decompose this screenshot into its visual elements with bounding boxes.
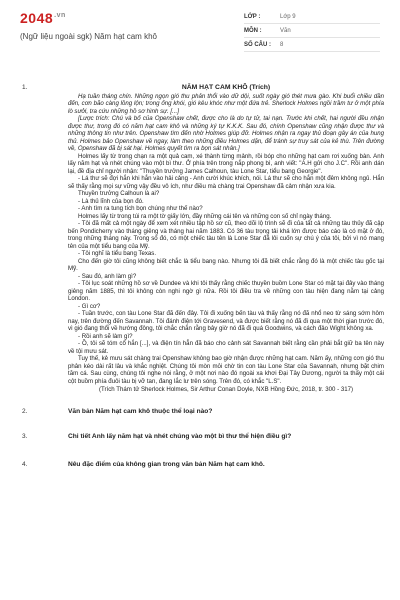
passage-paragraph: Holmes lấy từ trong chạn ra một quả cam, xé thành từng mảnh, rồi bóp cho những hạt cam rơi xuống bàn. Anh lấy năm hạt và nhét chúng vào một bì thư. Ở phía trên trong nắp phong bì, anh viết: "A.H gửi cho J.C". Rồi anh dán lại, đề địa chỉ người nhận: "Thuyền trưởng James Calhoun, tàu Lone Star, tiểu bang Georgie". xyxy=(68,152,384,175)
passage-paragraph: - Gì cơ? xyxy=(78,302,101,310)
meta-value: Lớp 9 xyxy=(280,13,296,20)
question-2 xyxy=(10,408,390,416)
passage-paragraph: - Sau đó, anh làm gì? xyxy=(78,272,137,280)
passage-paragraph: Tuy thế, kẻ mưu sát chàng trai Openshaw không bao giờ nhận được những hạt cam. Năm ấy, những cơn gió thu phân kéo dài rất lâu và khắc nghiệt. Chúng tôi mòn mỏi chờ tin con tàu Lone Star của Savannah, nhưng bặt chim tăm cá. Sau cùng, chúng tôi nghe nói rằng, ở một nơi nào đó ngoài xa khơi Đại Tây Dương, người ta thấy một cái cột buồm phía đuôi tàu bị vỡ tan, đang lắc lư trên sóng. Trên đó, có khắc "L.S". xyxy=(68,355,384,385)
question-text: Chi tiết Anh lấy năm hạt và nhét chúng vào một bì thư thể hiện điều gì? xyxy=(68,433,292,440)
question-text: Văn bản Năm hạt cam khô thuộc thể loại nào? xyxy=(68,407,213,415)
meta-key: MÔN : xyxy=(244,27,262,34)
meta-row-count xyxy=(244,38,380,52)
passage-paragraph: - Anh tìm ra tung tích bọn chúng như thế nào? xyxy=(78,205,203,212)
passage-paragraph: - Ồ, tôi sẽ tóm cổ hắn [...], và điện tín hẳn đã báo cho cảnh sát Savannah biết rằng cần phải bắt giữ ba tên này về tội mưu sát. xyxy=(68,340,384,355)
passage-paragraph: - Tuần trước, con tàu Lone Star đã đến đây. Tôi đi xuống bến tàu và thấy rằng nó đã nhổ neo từ sáng sớm hôm nay, trên đường đến Savannah. Tôi đánh điện tới Gravesend, và được biết rằng nó đã đi qua một thời gian trước đó, vì gió đang thổi về hướng đông, tôi chắc chắn rằng bây giờ nó đã đi quá Goodwins, và cách đảo Wight không xa. xyxy=(68,310,384,332)
meta-row-subject xyxy=(244,24,380,38)
question-text: Nêu đặc điểm của không gian trong văn bản Năm hạt cam khô. xyxy=(68,460,265,468)
meta-table xyxy=(244,10,380,52)
passage-paragraphs xyxy=(68,93,384,394)
passage-paragraph: - Tôi nghĩ là tiểu bang Texas. xyxy=(78,250,157,257)
meta-value: Văn xyxy=(280,27,291,34)
question-number: 1. xyxy=(22,84,28,91)
passage-paragraph: - Tôi lục soát những hồ sơ về Dundee và khi tôi thấy rằng chiếc thuyền buồm Lone Star có mặt tại đây vào tháng giêng năm 1885, thì tôi không còn nghi ngờ gì nữa. Rồi tôi điều tra về những con tàu hiện đang nằm tại cảng London. xyxy=(68,280,384,302)
site-logo[interactable]: $2048^{.vn}$ xyxy=(20,10,66,26)
page-header xyxy=(10,8,390,52)
passage-paragraph: - Là thủ lĩnh của bọn đó. xyxy=(78,197,144,205)
question-number: 2. xyxy=(22,407,28,415)
question-1 xyxy=(10,84,390,394)
passage-paragraph: Thuyền trưởng Calhoun là ai? xyxy=(78,190,160,197)
passage-paragraph: Hạ tuần tháng chín. Những ngọn gió thu phản thổi vào dữ dội, suốt ngày gió thét mưa gào. Khi buổi chiều dần đến, cơn bão càng lồng lộn; trong ống khói, gió kêu khóc như một đứa trẻ. Sherlock Holmes ngồi trầm tư ở một phía lò sưởi, tra cứu những hồ sơ hình sự. [...] xyxy=(68,92,384,115)
passage-paragraph: - Rồi anh sẽ làm gì? xyxy=(78,332,133,340)
meta-key: SỐ CÂU : xyxy=(244,41,271,48)
passage-title: NĂM HẠT CAM KHÔ (Trích) xyxy=(181,84,271,91)
passage-paragraph: [Lược trích: Chú và bố của Openshaw chết, được cho là do tự tử, tai nạn. Trước khi chết, hai người đều nhận được thư, trong đó có năm hạt cam khô và những ký tự K.K.K. Sau đó, chính Openshaw cũng nhận được thư và những thông tin như trên. Openshaw tìm đến nhờ Holmes giúp đỡ. Holmes nhận ra ngay thủ đoạn gây án của hung thủ. Holmes bảo Openshaw về ngay, làm theo những điều Holmes dặn, để tránh sự truy sát của kẻ thù. Trên đường về, Openshaw đã bị sát hại. Holmes quyết tìm ra bọn sát nhân.] xyxy=(68,115,384,152)
passage-paragraph: Holmes lấy từ trong túi ra một tờ giấy lớn, đầy những cái tên và những con số chỉ ngày tháng. xyxy=(78,212,332,220)
passage-paragraph: - Tôi đã mất cả một ngày để xem xét nhiều tập hồ sơ cũ, theo dõi lộ trình sẽ đi của tất cả những tàu thủy đã cập bến Pondicherry vào tháng giêng và tháng hai năm 1883. Có 36 tàu trọng tải khá lớn được báo cáo là có mặt ở đó, trong những tháng này. Trong số đó, có một chiếc tàu tên là Lone Star đã lôi cuốn sự chú ý của tôi, bởi vì nó mang tên của một tiểu bang của Mỹ. xyxy=(68,220,384,250)
question-number: 3. xyxy=(22,433,28,440)
passage-paragraph: - Lá thư sẽ đợi hắn khi hắn vào hải cảng - Anh cười khúc khích, nói. Lá thư sẽ cho hắn một đêm không ngủ. Hắn sẽ thấy rằng mọi sự vững vậy đều vô ích, như điều mà chàng trai Openshaw đã cảm nhận xưa kia. xyxy=(68,175,384,190)
question-3 xyxy=(10,433,390,441)
meta-key: LỚP : xyxy=(244,13,261,20)
passage-paragraph: Cho đến giờ tôi cũng không biết chắc là tiểu bang nào. Nhưng tôi đã biết chắc rằng đó là một chiếc tàu gốc tại Mỹ. xyxy=(68,257,384,272)
meta-value: 8 xyxy=(280,41,284,48)
question-number: 4. xyxy=(22,460,28,468)
meta-row-class xyxy=(244,10,380,24)
passage-paragraph: (Trích Thám tử Sherlock Holmes, Sir Arthur Conan Doyle, NXB Hồng Đức, 2018, tr. 300 - 317) xyxy=(98,386,354,393)
document-subtitle: (Ngữ liệu ngoài sgk) Năm hạt cam khô xyxy=(20,32,157,41)
reading-passage xyxy=(68,84,384,394)
question-4 xyxy=(10,461,390,469)
